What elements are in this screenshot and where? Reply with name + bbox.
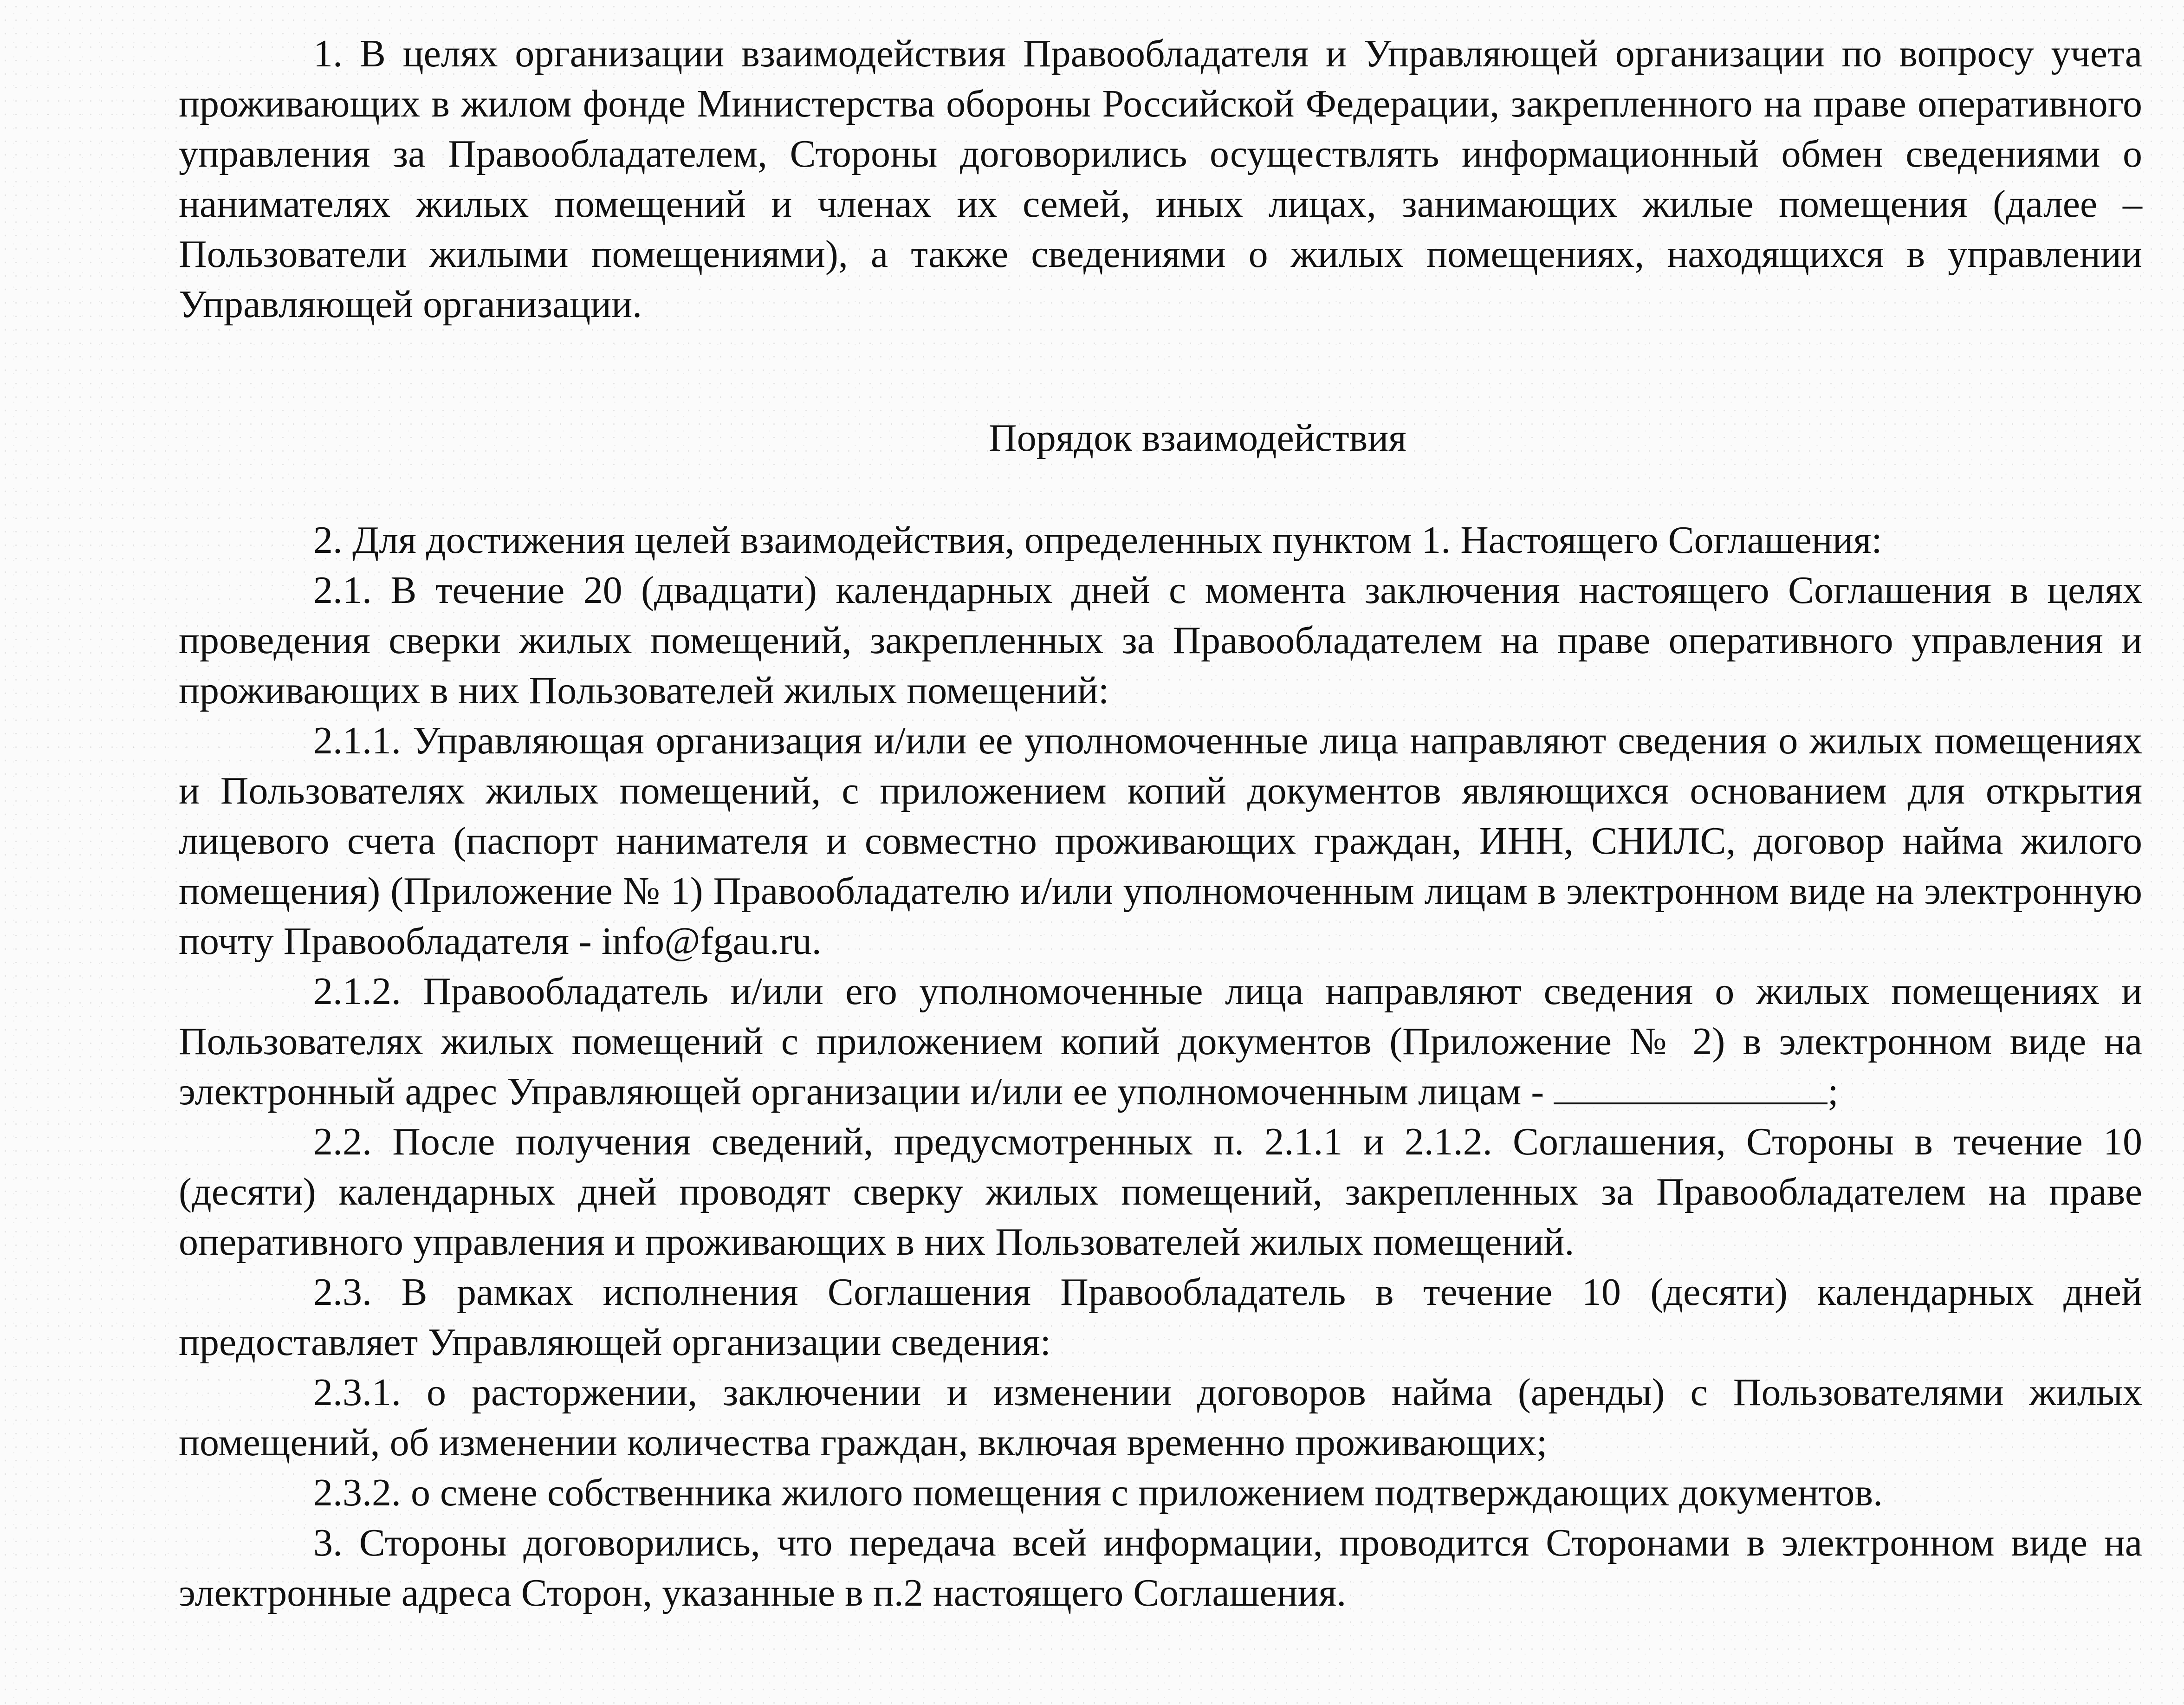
section-heading: Порядок взаимодействия (989, 416, 1406, 460)
email-blank-line (1554, 1072, 1828, 1104)
paragraph-2-1-2 (179, 966, 2142, 1117)
paragraph-2-3-1: 2.3.1. о расторжении, заключении и изменении договоров найма (аренды) с Пользователями жилых помещений, об изменении количества граждан, включая временно проживающих; (179, 1371, 2142, 1464)
paragraph-2-1-2-end: ; (1828, 1070, 1839, 1113)
paragraph-2: 2. Для достижения целей взаимодействия, определенных пунктом 1. Настоящего Соглашения: (313, 519, 1882, 562)
paragraph-2-2: 2.2. После получения сведений, предусмотренных п. 2.1.1 и 2.1.2. Соглашения, Стороны в течение 10 (десяти) календарных дней проводят сверку жилых помещений, закрепленных за Правообладателем на праве оперативного управления и проживающих в них Пользователей жилых помещений. (179, 1120, 2142, 1264)
paragraph-2-1-2-text: 2.1.2. Правообладатель и/или его уполномоченные лица направляют сведения о жилых помещениях и Пользователях жилых помещений с приложением копий документов (Приложение № 2) в электронном виде на электронный адрес Управляющей организации и/или ее уполномоченным лицам - (179, 970, 2142, 1113)
paragraph-2-1-1: 2.1.1. Управляющая организация и/или ее уполномоченные лица направляют сведения о жилых помещениях и Пользователях жилых помещений, с приложением копий документов являющихся основанием для открытия лицевого счета (паспорт нанимателя и совместно проживающих граждан, ИНН, СНИЛС, договор найма жилого помещения) (Приложение № 1) Правообладателю и/или уполномоченным лицам в электронном виде на электронную почту Правообладателя - info@fgau.ru. (179, 719, 2142, 963)
paragraph-2-3-2: 2.3.2. о смене собственника жилого помещения с приложением подтверждающих документов. (313, 1471, 1883, 1514)
paragraph-1: 1. В целях организации взаимодействия Правообладателя и Управляющей организации по вопросу учета проживающих в жилом фонде Министерства обороны Российской Федерации, закрепленного на праве оперативного управления за Правообладателем, Стороны договорились осуществлять информационный обмен сведениями о нанимателях жилых помещений и членах их семей, иных лицах, занимающих жилые помещения (далее – Пользователи жилыми помещениями), а также сведениями о жилых помещениях, находящихся в управлении Управляющей организации. (179, 32, 2142, 326)
paragraph-2-3: 2.3. В рамках исполнения Соглашения Правообладатель в течение 10 (десяти) календарных дней предоставляет Управляющей организации сведения: (179, 1271, 2142, 1364)
document-body (179, 29, 2142, 1618)
paragraph-2-1: 2.1. В течение 20 (двадцати) календарных дней с момента заключения настоящего Соглашения в целях проведения сверки жилых помещений, закрепленных за Правообладателем на праве оперативного управления и проживающих в них Пользователей жилых помещений: (179, 569, 2142, 712)
paragraph-3: 3. Стороны договорились, что передача всей информации, проводится Сторонами в электронном виде на электронные адреса Сторон, указанные в п.2 настоящего Соглашения. (179, 1521, 2142, 1614)
